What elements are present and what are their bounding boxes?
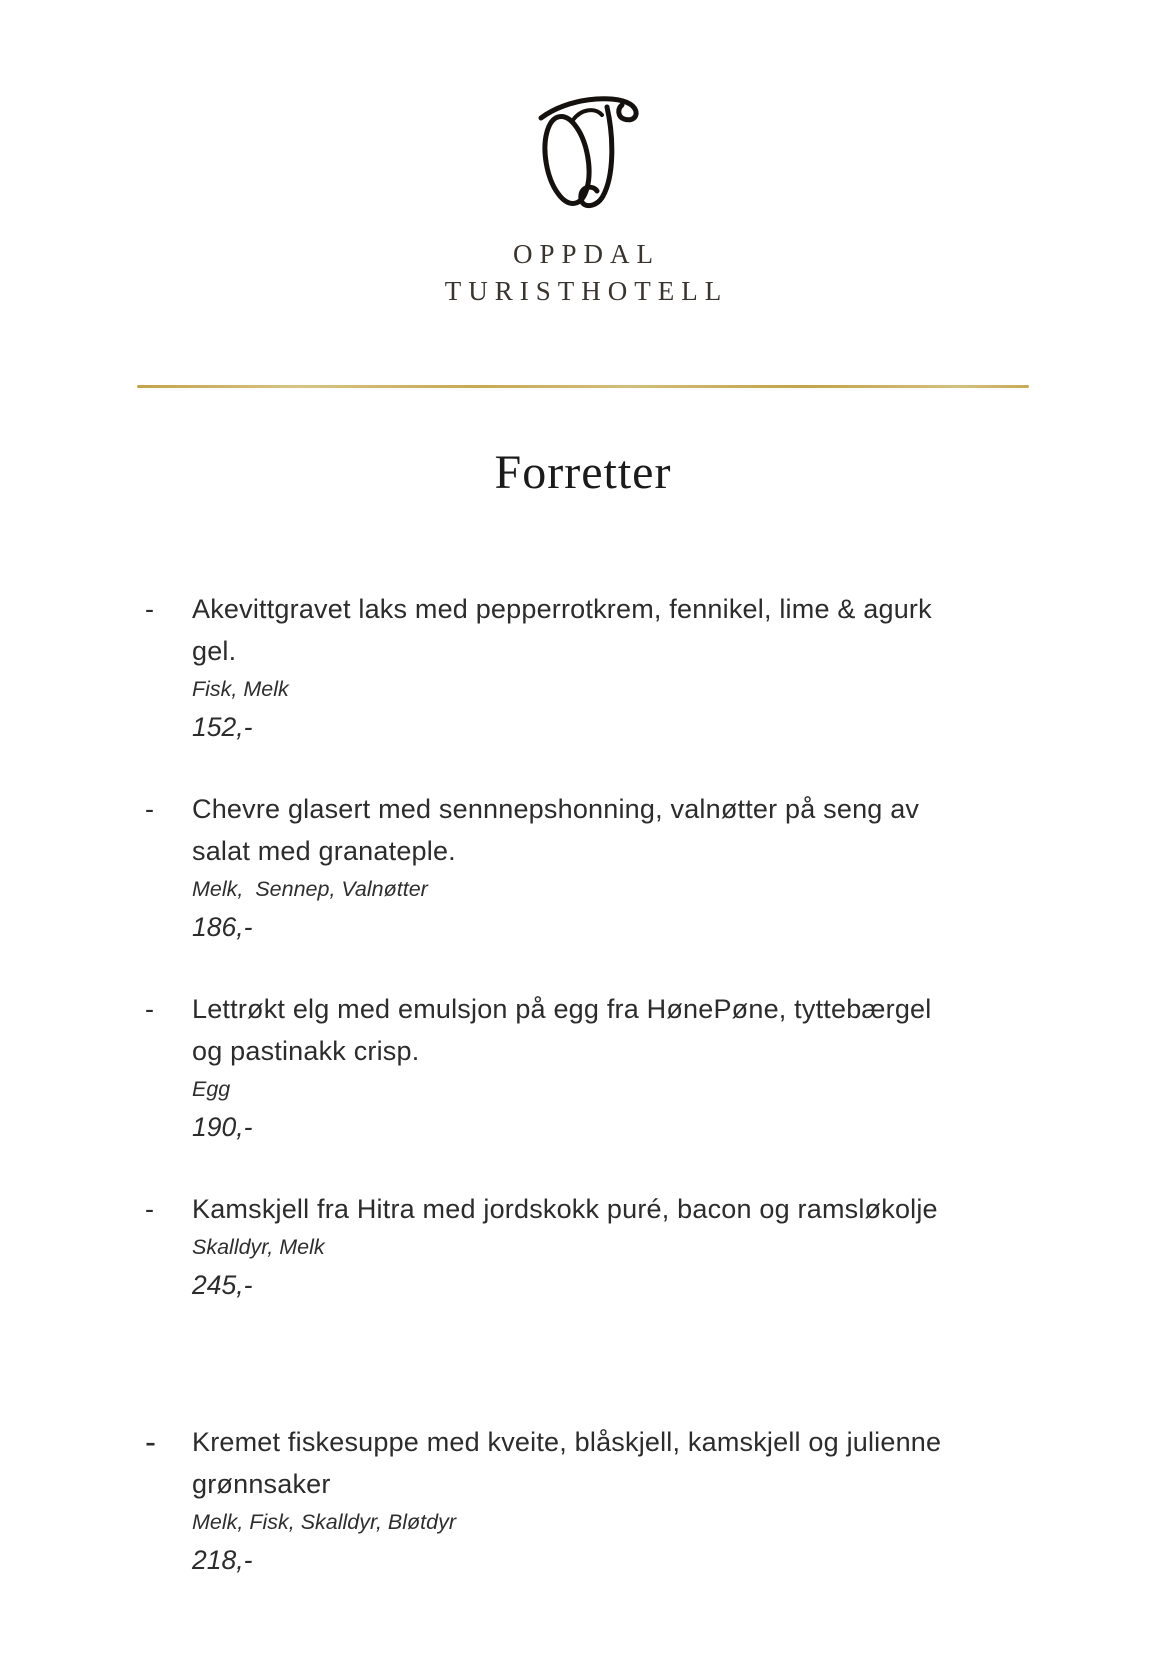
item-name-line: Akevittgravet laks med pepperrotkrem, fennikel, lime & agurk	[192, 594, 932, 624]
menu-item	[145, 1421, 1046, 1580]
item-price: 190,-	[192, 1112, 253, 1142]
item-name	[192, 788, 1012, 872]
menu-item	[145, 588, 1046, 747]
item-bullet: -	[145, 794, 154, 824]
item-content	[192, 1421, 1012, 1580]
item-name-line: Kremet fiskesuppe med kveite, blåskjell, kamskjell og julienne	[192, 1427, 942, 1457]
item-price: 218,-	[192, 1545, 253, 1575]
item-name-line: grønnsaker	[192, 1469, 331, 1499]
item-name	[192, 1421, 1012, 1505]
item-allergens: Skalldyr, Melk	[192, 1235, 325, 1259]
item-price: 245,-	[192, 1270, 253, 1300]
item-name-line: og pastinakk crisp.	[192, 1036, 420, 1066]
item-name-line: Kamskjell fra Hitra med jordskokk puré, bacon og ramsløkolje	[192, 1194, 938, 1224]
item-name	[192, 1188, 1012, 1230]
item-price: 152,-	[192, 712, 253, 742]
hotel-logo	[0, 0, 1166, 307]
page-title: Forretter	[494, 446, 672, 499]
item-bullet: -	[145, 994, 154, 1024]
item-allergens: Fisk, Melk	[192, 677, 289, 701]
menu-list	[0, 588, 1166, 1580]
hotel-monogram-icon	[523, 86, 643, 226]
item-content	[192, 588, 1012, 747]
item-name-line: salat med granateple.	[192, 836, 456, 866]
item-bullet: -	[145, 1194, 154, 1224]
item-name-line: Lettrøkt elg med emulsjon på egg fra HønePøne, tyttebærgel	[192, 994, 932, 1024]
item-price: 186,-	[192, 912, 253, 942]
brand-name-line1: OPPDAL	[512, 239, 661, 269]
item-content	[192, 1188, 1012, 1305]
item-bullet: -	[145, 594, 154, 624]
item-name	[192, 588, 1012, 672]
item-allergens: Egg	[192, 1077, 231, 1101]
menu-item	[145, 1188, 1046, 1305]
gold-divider	[137, 385, 1029, 388]
item-content	[192, 788, 1012, 947]
item-allergens: Melk, Fisk, Skalldyr, Bløtdyr	[192, 1510, 457, 1534]
item-name-line: gel.	[192, 636, 237, 666]
item-name	[192, 988, 1012, 1072]
brand-name-line2: TURISTHOTELL	[444, 276, 729, 306]
menu-item	[145, 788, 1046, 947]
item-name-line: Chevre glasert med sennnepshonning, valnøtter på seng av	[192, 794, 920, 824]
item-content	[192, 988, 1012, 1147]
item-bullet: -	[145, 1423, 156, 1460]
item-allergens: Melk, Sennep, Valnøtter	[192, 877, 428, 901]
menu-item	[145, 988, 1046, 1147]
